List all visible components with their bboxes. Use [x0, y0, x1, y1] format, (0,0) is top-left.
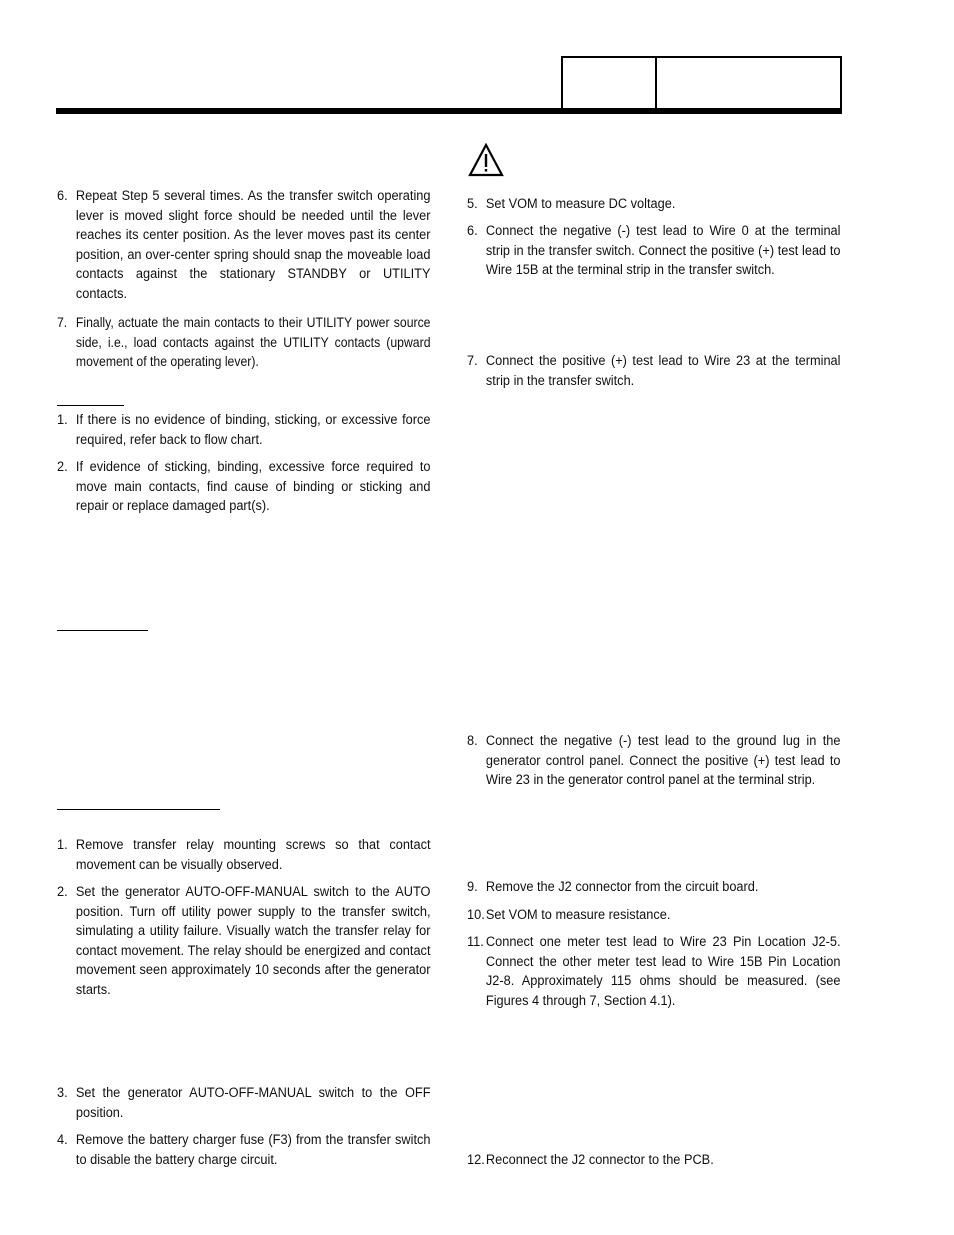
step-number: 11.	[467, 934, 484, 950]
step-number: 2.	[57, 884, 68, 900]
step-text: Repeat Step 5 several times. As the transfer switch operating lever is moved slight force should be needed until the lever reaches its center position. As the lever moves past its center position, an over-center spring should snap the moveable load contacts against the stationary STANDBY or UTILITY contacts.	[75, 188, 431, 302]
step-number: 4.	[57, 1132, 68, 1148]
list-item	[467, 732, 841, 791]
list-item	[467, 222, 841, 281]
step-text: Set the generator AUTO-OFF-MANUAL switch to the AUTO position. Turn off utility power supply to the transfer switch, simulating a utility failure. Visually watch the transfer relay for contact movement. The relay should be energized and contact movement seen approximately 10 seconds after the generator starts.	[75, 884, 431, 998]
step-text: Connect the positive (+) test lead to Wire 23 at the terminal strip in the transfer switch.	[485, 353, 841, 389]
list-item	[57, 458, 431, 517]
heading-underline	[57, 630, 148, 631]
step-number: 1.	[57, 412, 68, 428]
step-text: Set the generator AUTO-OFF-MANUAL switch to the OFF position.	[75, 1085, 431, 1121]
heading-underline	[57, 809, 220, 810]
step-text: If evidence of sticking, binding, excessive force required to move main contacts, find cause of binding or sticking and repair or replace damaged part(s).	[75, 459, 431, 515]
step-text: Finally, actuate the main contacts to their UTILITY power source side, i.e., load contacts against the UTILITY contacts (upward movement of the operating lever).	[75, 315, 431, 370]
step-number: 2.	[57, 459, 68, 475]
list-item	[467, 195, 841, 215]
step-text: Set VOM to measure resistance.	[485, 907, 671, 923]
heading-underline	[57, 405, 124, 406]
step-number: 8.	[467, 733, 478, 749]
list-item	[57, 411, 431, 450]
list-item	[467, 933, 841, 1011]
step-number: 3.	[57, 1085, 68, 1101]
step-number: 1.	[57, 837, 68, 853]
header-box-title	[655, 56, 842, 110]
list-item	[57, 883, 431, 1001]
header-rule	[56, 108, 842, 114]
list-item	[467, 352, 841, 391]
step-number: 12.	[467, 1152, 485, 1168]
step-number: 9.	[467, 879, 478, 895]
list-item	[57, 836, 431, 875]
list-item	[467, 878, 841, 898]
step-text: Connect the negative (-) test lead to the ground lug in the generator control panel. Connect the positive (+) test lead to Wire 23 in the generator control panel at the terminal strip.	[485, 733, 841, 789]
list-item	[57, 1084, 431, 1123]
step-text: Connect one meter test lead to Wire 23 Pin Location J2-5. Connect the other meter test lead to Wire 15B Pin Location J2-8. Approximately 115 ohms should be measured. (see Figures 4 through 7, Section 4.1).	[485, 934, 841, 1009]
step-text: Remove transfer relay mounting screws so that contact movement can be visually observed.	[75, 837, 431, 873]
list-item	[57, 313, 431, 372]
list-item	[467, 1151, 841, 1171]
step-number: 7.	[467, 353, 478, 369]
step-text: Set VOM to measure DC voltage.	[485, 196, 676, 212]
step-number: 6.	[467, 223, 478, 239]
step-number: 5.	[467, 196, 478, 212]
warning-triangle-icon	[468, 143, 504, 177]
step-number: 7.	[57, 315, 68, 330]
list-item	[57, 187, 431, 305]
step-text: Reconnect the J2 connector to the PCB.	[485, 1152, 714, 1168]
step-text: If there is no evidence of binding, sticking, or excessive force required, refer back to flow chart.	[75, 412, 431, 448]
step-text: Connect the negative (-) test lead to Wire 0 at the terminal strip in the transfer switch. Connect the positive (+) test lead to Wire 15B at the terminal strip in the transfer switch.	[485, 223, 841, 279]
list-item	[57, 1131, 431, 1170]
step-number: 10.	[467, 907, 485, 923]
step-number: 6.	[57, 188, 68, 204]
header-box-section	[561, 56, 657, 110]
list-item	[467, 906, 841, 926]
step-text: Remove the J2 connector from the circuit board.	[485, 879, 759, 895]
step-text: Remove the battery charger fuse (F3) from the transfer switch to disable the battery charge circuit.	[75, 1132, 431, 1168]
